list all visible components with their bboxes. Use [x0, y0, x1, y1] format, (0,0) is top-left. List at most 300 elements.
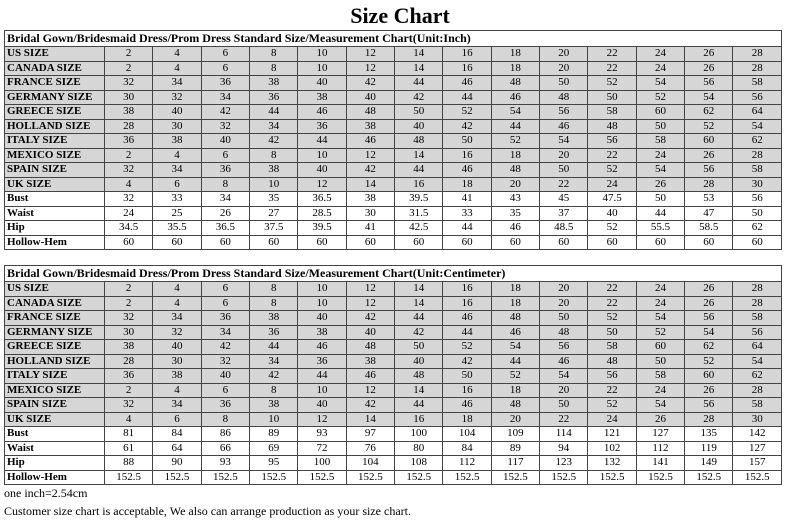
table-cell: 55.5 — [636, 221, 684, 236]
table-cell: 46 — [443, 76, 491, 91]
table-cell: 50 — [395, 105, 443, 120]
table-cell: 34.5 — [105, 221, 153, 236]
table-cell: 132 — [588, 456, 636, 471]
table-cell: 104 — [443, 427, 491, 442]
table-cell: 52 — [491, 369, 539, 384]
table-cell: 42 — [443, 354, 491, 369]
table-cell: 62 — [733, 134, 782, 149]
table-header-title: Bridal Gown/Bridesmaid Dress/Prom Dress Standard Size/Measurement Chart(Unit:Inch) — [5, 31, 782, 47]
row-label: FRANCE SIZE — [5, 311, 105, 326]
table-cell: 40 — [298, 76, 346, 91]
table-cell: 16 — [443, 282, 491, 297]
table-cell: 12 — [346, 296, 394, 311]
table-cell: 48 — [491, 76, 539, 91]
table-cell: 22 — [588, 296, 636, 311]
table-cell: 152.5 — [201, 470, 249, 485]
row-label: MEXICO SIZE — [5, 383, 105, 398]
table-cell: 12 — [346, 148, 394, 163]
table-cell: 38 — [153, 134, 201, 149]
table-cell: 24 — [636, 61, 684, 76]
table-cell: 44 — [298, 134, 346, 149]
row-label: SPAIN SIZE — [5, 398, 105, 413]
table-cell: 42 — [250, 369, 298, 384]
table-cell: 52 — [636, 325, 684, 340]
table-cell: 44 — [395, 76, 443, 91]
table-row — [5, 119, 782, 134]
table-cell: 58 — [733, 163, 782, 178]
table-cell: 28 — [733, 47, 782, 62]
table-cell: 127 — [733, 441, 782, 456]
row-label: UK SIZE — [5, 177, 105, 192]
table-cell: 32 — [153, 325, 201, 340]
table-cell: 108 — [395, 456, 443, 471]
table-row — [5, 412, 782, 427]
table-cell: 46 — [491, 221, 539, 236]
table-cell: 52 — [491, 134, 539, 149]
table-cell: 50 — [540, 76, 588, 91]
table-row — [5, 383, 782, 398]
table-cell: 56 — [733, 325, 782, 340]
table-cell: 12 — [346, 383, 394, 398]
table-cell: 48 — [540, 325, 588, 340]
table-cell: 47.5 — [588, 192, 636, 207]
table-row — [5, 90, 782, 105]
table-cell: 16 — [395, 177, 443, 192]
table-cell: 20 — [491, 412, 539, 427]
table-cell: 8 — [250, 61, 298, 76]
table-cell: 26 — [685, 47, 733, 62]
table-cell: 33 — [443, 206, 491, 221]
table-cell: 37 — [540, 206, 588, 221]
table-row — [5, 470, 782, 485]
table-cell: 141 — [636, 456, 684, 471]
table-cell: 14 — [346, 177, 394, 192]
table-cell: 6 — [201, 282, 249, 297]
table-cell: 48 — [346, 105, 394, 120]
table-cell: 35 — [491, 206, 539, 221]
size-chart-table-centimeter — [4, 265, 782, 485]
table-cell: 36 — [250, 325, 298, 340]
table-cell: 26 — [201, 206, 249, 221]
table-cell: 42 — [346, 76, 394, 91]
table-row — [5, 325, 782, 340]
table-cell: 28 — [105, 119, 153, 134]
table-cell: 12 — [346, 47, 394, 62]
page-title: Size Chart — [350, 3, 450, 28]
row-label: Hollow-Hem — [5, 470, 105, 485]
table-cell: 54 — [685, 325, 733, 340]
table-cell: 42.5 — [395, 221, 443, 236]
table-cell: 64 — [733, 340, 782, 355]
table-cell: 48 — [491, 398, 539, 413]
table-cell: 152.5 — [105, 470, 153, 485]
table-cell: 127 — [636, 427, 684, 442]
row-label: Bust — [5, 192, 105, 207]
table-cell: 53 — [685, 192, 733, 207]
table-cell: 26 — [685, 61, 733, 76]
table-cell: 54 — [733, 119, 782, 134]
table-cell: 58 — [636, 369, 684, 384]
table-cell: 24 — [588, 177, 636, 192]
table-cell: 60 — [540, 235, 588, 250]
table-cell: 20 — [540, 383, 588, 398]
row-label: US SIZE — [5, 47, 105, 62]
table-cell: 14 — [395, 282, 443, 297]
table-cell: 38 — [298, 90, 346, 105]
table-cell: 31.5 — [395, 206, 443, 221]
size-chart-table-inch — [4, 30, 782, 250]
table-cell: 38 — [105, 105, 153, 120]
table-cell: 44 — [395, 398, 443, 413]
table-cell: 44 — [491, 119, 539, 134]
table-cell: 119 — [685, 441, 733, 456]
table-cell: 10 — [250, 412, 298, 427]
row-label: HOLLAND SIZE — [5, 354, 105, 369]
table-row — [5, 369, 782, 384]
table-cell: 10 — [298, 148, 346, 163]
table-cell: 52 — [685, 354, 733, 369]
table-cell: 36 — [250, 90, 298, 105]
row-label: GREECE SIZE — [5, 340, 105, 355]
table-cell: 152.5 — [733, 470, 782, 485]
table-row — [5, 206, 782, 221]
table-cell: 14 — [395, 61, 443, 76]
table-cell: 52 — [443, 340, 491, 355]
table-cell: 8 — [250, 47, 298, 62]
table-cell: 46 — [346, 369, 394, 384]
table-header-row — [5, 266, 782, 282]
table-cell: 32 — [105, 311, 153, 326]
table-cell: 40 — [201, 134, 249, 149]
table-cell: 28 — [733, 148, 782, 163]
table-cell: 16 — [443, 148, 491, 163]
table-cell: 30 — [153, 354, 201, 369]
table-cell: 60 — [491, 235, 539, 250]
table-row — [5, 221, 782, 236]
table-cell: 14 — [346, 412, 394, 427]
table-cell: 44 — [395, 311, 443, 326]
table-cell: 50 — [636, 192, 684, 207]
table-cell: 4 — [153, 61, 201, 76]
table-cell: 48 — [395, 369, 443, 384]
table-cell: 46 — [346, 134, 394, 149]
table-cell: 152.5 — [588, 470, 636, 485]
table-cell: 32 — [105, 192, 153, 207]
table-row — [5, 441, 782, 456]
table-cell: 97 — [346, 427, 394, 442]
table-cell: 14 — [395, 383, 443, 398]
table-row — [5, 148, 782, 163]
table-cell: 2 — [105, 282, 153, 297]
table-row — [5, 398, 782, 413]
table-cell: 152.5 — [298, 470, 346, 485]
table-row — [5, 235, 782, 250]
table-row — [5, 163, 782, 178]
table-cell: 56 — [588, 134, 636, 149]
table-cell: 62 — [685, 340, 733, 355]
table-cell: 58 — [733, 398, 782, 413]
table-cell: 35 — [250, 192, 298, 207]
table-cell: 28 — [733, 296, 782, 311]
table-cell: 48 — [588, 119, 636, 134]
table-cell: 10 — [298, 296, 346, 311]
table-cell: 8 — [201, 177, 249, 192]
table-header-title: Bridal Gown/Bridesmaid Dress/Prom Dress Standard Size/Measurement Chart(Unit:Centimeter) — [5, 266, 782, 282]
table-cell: 54 — [733, 354, 782, 369]
row-label: HOLLAND SIZE — [5, 119, 105, 134]
table-cell: 152.5 — [250, 470, 298, 485]
table-cell: 22 — [540, 177, 588, 192]
table-cell: 76 — [346, 441, 394, 456]
table-cell: 30 — [105, 90, 153, 105]
table-cell: 47 — [685, 206, 733, 221]
table-cell: 46 — [443, 398, 491, 413]
table-cell: 117 — [491, 456, 539, 471]
table-cell: 40 — [201, 369, 249, 384]
row-label: CANADA SIZE — [5, 296, 105, 311]
table-cell: 34 — [201, 325, 249, 340]
table-cell: 54 — [636, 398, 684, 413]
table-cell: 20 — [540, 47, 588, 62]
table-cell: 16 — [443, 383, 491, 398]
table-cell: 54 — [540, 369, 588, 384]
table-cell: 50 — [588, 325, 636, 340]
table-cell: 54 — [540, 134, 588, 149]
table-cell: 30 — [105, 325, 153, 340]
table-cell: 26 — [685, 296, 733, 311]
table-cell: 44 — [443, 90, 491, 105]
table-cell: 40 — [298, 398, 346, 413]
table-cell: 50 — [588, 90, 636, 105]
table-cell: 40 — [298, 163, 346, 178]
table-cell: 93 — [298, 427, 346, 442]
table-cell: 109 — [491, 427, 539, 442]
table-cell: 20 — [540, 148, 588, 163]
table-cell: 34 — [153, 398, 201, 413]
table-cell: 38 — [346, 192, 394, 207]
table-cell: 4 — [153, 148, 201, 163]
table-cell: 26 — [685, 383, 733, 398]
table-cell: 38 — [250, 398, 298, 413]
table-cell: 24 — [105, 206, 153, 221]
row-label: Bust — [5, 427, 105, 442]
table-cell: 40 — [588, 206, 636, 221]
table-cell: 2 — [105, 383, 153, 398]
table-cell: 95 — [250, 456, 298, 471]
table-cell: 40 — [153, 105, 201, 120]
table-cell: 58 — [588, 105, 636, 120]
table-cell: 123 — [540, 456, 588, 471]
table-row — [5, 134, 782, 149]
table-cell: 28.5 — [298, 206, 346, 221]
table-cell: 4 — [153, 47, 201, 62]
table-cell: 36 — [201, 163, 249, 178]
table-cell: 121 — [588, 427, 636, 442]
table-cell: 6 — [201, 61, 249, 76]
table-cell: 100 — [395, 427, 443, 442]
table-cell: 32 — [105, 163, 153, 178]
table-cell: 52 — [588, 398, 636, 413]
table-row — [5, 76, 782, 91]
table-cell: 22 — [588, 148, 636, 163]
table-cell: 38 — [250, 311, 298, 326]
table-cell: 84 — [443, 441, 491, 456]
table-cell: 50 — [540, 398, 588, 413]
table-cell: 4 — [153, 383, 201, 398]
table-cell: 60 — [346, 235, 394, 250]
table-cell: 35.5 — [153, 221, 201, 236]
table-cell: 56 — [540, 105, 588, 120]
table-cell: 60 — [636, 340, 684, 355]
table-cell: 4 — [153, 282, 201, 297]
row-label: GERMANY SIZE — [5, 325, 105, 340]
table-cell: 26 — [636, 177, 684, 192]
table-cell: 8 — [250, 148, 298, 163]
table-cell: 20 — [540, 282, 588, 297]
table-cell: 56 — [540, 340, 588, 355]
row-label: MEXICO SIZE — [5, 148, 105, 163]
table-cell: 52 — [588, 76, 636, 91]
row-label: FRANCE SIZE — [5, 76, 105, 91]
table-row — [5, 354, 782, 369]
table-cell: 64 — [153, 441, 201, 456]
table-cell: 38 — [346, 119, 394, 134]
table-cell: 48 — [346, 340, 394, 355]
table-cell: 60 — [105, 235, 153, 250]
table-cell: 58 — [733, 76, 782, 91]
table-cell: 90 — [153, 456, 201, 471]
table-cell: 2 — [105, 148, 153, 163]
table-cell: 89 — [491, 441, 539, 456]
table-cell: 34 — [153, 311, 201, 326]
table-cell: 135 — [685, 427, 733, 442]
table-row — [5, 61, 782, 76]
table-cell: 46 — [298, 340, 346, 355]
table-cell: 69 — [250, 441, 298, 456]
table-cell: 36 — [201, 398, 249, 413]
table-cell: 58 — [588, 340, 636, 355]
table-cell: 149 — [685, 456, 733, 471]
table-cell: 152.5 — [636, 470, 684, 485]
table-cell: 34 — [153, 163, 201, 178]
table-cell: 56 — [588, 369, 636, 384]
table-cell: 18 — [491, 296, 539, 311]
table-cell: 54 — [491, 340, 539, 355]
row-label: GERMANY SIZE — [5, 90, 105, 105]
table-cell: 22 — [588, 383, 636, 398]
table-cell: 60 — [153, 235, 201, 250]
table-cell: 16 — [443, 47, 491, 62]
table-cell: 6 — [153, 412, 201, 427]
table-cell: 50 — [443, 369, 491, 384]
table-cell: 36 — [298, 119, 346, 134]
table-cell: 30 — [733, 412, 782, 427]
table-cell: 60 — [636, 235, 684, 250]
table-cell: 6 — [201, 148, 249, 163]
table-cell: 24 — [636, 383, 684, 398]
table-row — [5, 427, 782, 442]
table-cell: 40 — [153, 340, 201, 355]
table-cell: 44 — [250, 340, 298, 355]
row-label: Waist — [5, 206, 105, 221]
table-cell: 38 — [298, 325, 346, 340]
table-cell: 48 — [588, 354, 636, 369]
table-cell: 58 — [636, 134, 684, 149]
table-cell: 28 — [733, 61, 782, 76]
table-cell: 39.5 — [298, 221, 346, 236]
table-cell: 38 — [153, 369, 201, 384]
table-cell: 18 — [491, 61, 539, 76]
table-cell: 38 — [105, 340, 153, 355]
table-cell: 52 — [588, 163, 636, 178]
table-cell: 60 — [298, 235, 346, 250]
row-label: ITALY SIZE — [5, 369, 105, 384]
table-cell: 20 — [540, 61, 588, 76]
table-cell: 32 — [201, 119, 249, 134]
table-cell: 60 — [685, 235, 733, 250]
row-label: CANADA SIZE — [5, 61, 105, 76]
table-cell: 42 — [443, 119, 491, 134]
table-cell: 42 — [346, 311, 394, 326]
table-cell: 8 — [250, 383, 298, 398]
table-cell: 60 — [636, 105, 684, 120]
table-cell: 56 — [733, 192, 782, 207]
table-cell: 41 — [346, 221, 394, 236]
table-cell: 94 — [540, 441, 588, 456]
row-label: US SIZE — [5, 282, 105, 297]
table-cell: 26 — [685, 148, 733, 163]
table-cell: 24 — [636, 148, 684, 163]
table-cell: 54 — [636, 163, 684, 178]
table-cell: 36 — [201, 76, 249, 91]
table-cell: 88 — [105, 456, 153, 471]
table-cell: 56 — [685, 163, 733, 178]
table-cell: 89 — [250, 427, 298, 442]
table-cell: 93 — [201, 456, 249, 471]
table-cell: 42 — [395, 325, 443, 340]
table-cell: 54 — [491, 105, 539, 120]
table-cell: 152.5 — [685, 470, 733, 485]
table-cell: 56 — [685, 311, 733, 326]
table-cell: 60 — [443, 235, 491, 250]
table-cell: 18 — [491, 47, 539, 62]
row-label: GREECE SIZE — [5, 105, 105, 120]
table-cell: 14 — [395, 47, 443, 62]
table-cell: 42 — [395, 90, 443, 105]
table-cell: 30 — [346, 206, 394, 221]
table-cell: 10 — [250, 177, 298, 192]
table-cell: 34 — [250, 119, 298, 134]
table-cell: 102 — [588, 441, 636, 456]
table-cell: 32 — [153, 90, 201, 105]
table-cell: 142 — [733, 427, 782, 442]
table-cell: 4 — [105, 412, 153, 427]
table-cell: 112 — [636, 441, 684, 456]
table-cell: 84 — [153, 427, 201, 442]
table-cell: 24 — [636, 296, 684, 311]
table-cell: 36 — [105, 369, 153, 384]
table-cell: 12 — [298, 177, 346, 192]
table-cell: 32 — [201, 354, 249, 369]
table-cell: 2 — [105, 296, 153, 311]
table-header-row — [5, 31, 782, 47]
table-cell: 18 — [443, 177, 491, 192]
table-cell: 36 — [105, 134, 153, 149]
table-row — [5, 105, 782, 120]
table-cell: 44 — [443, 221, 491, 236]
table-row — [5, 340, 782, 355]
table-cell: 20 — [491, 177, 539, 192]
